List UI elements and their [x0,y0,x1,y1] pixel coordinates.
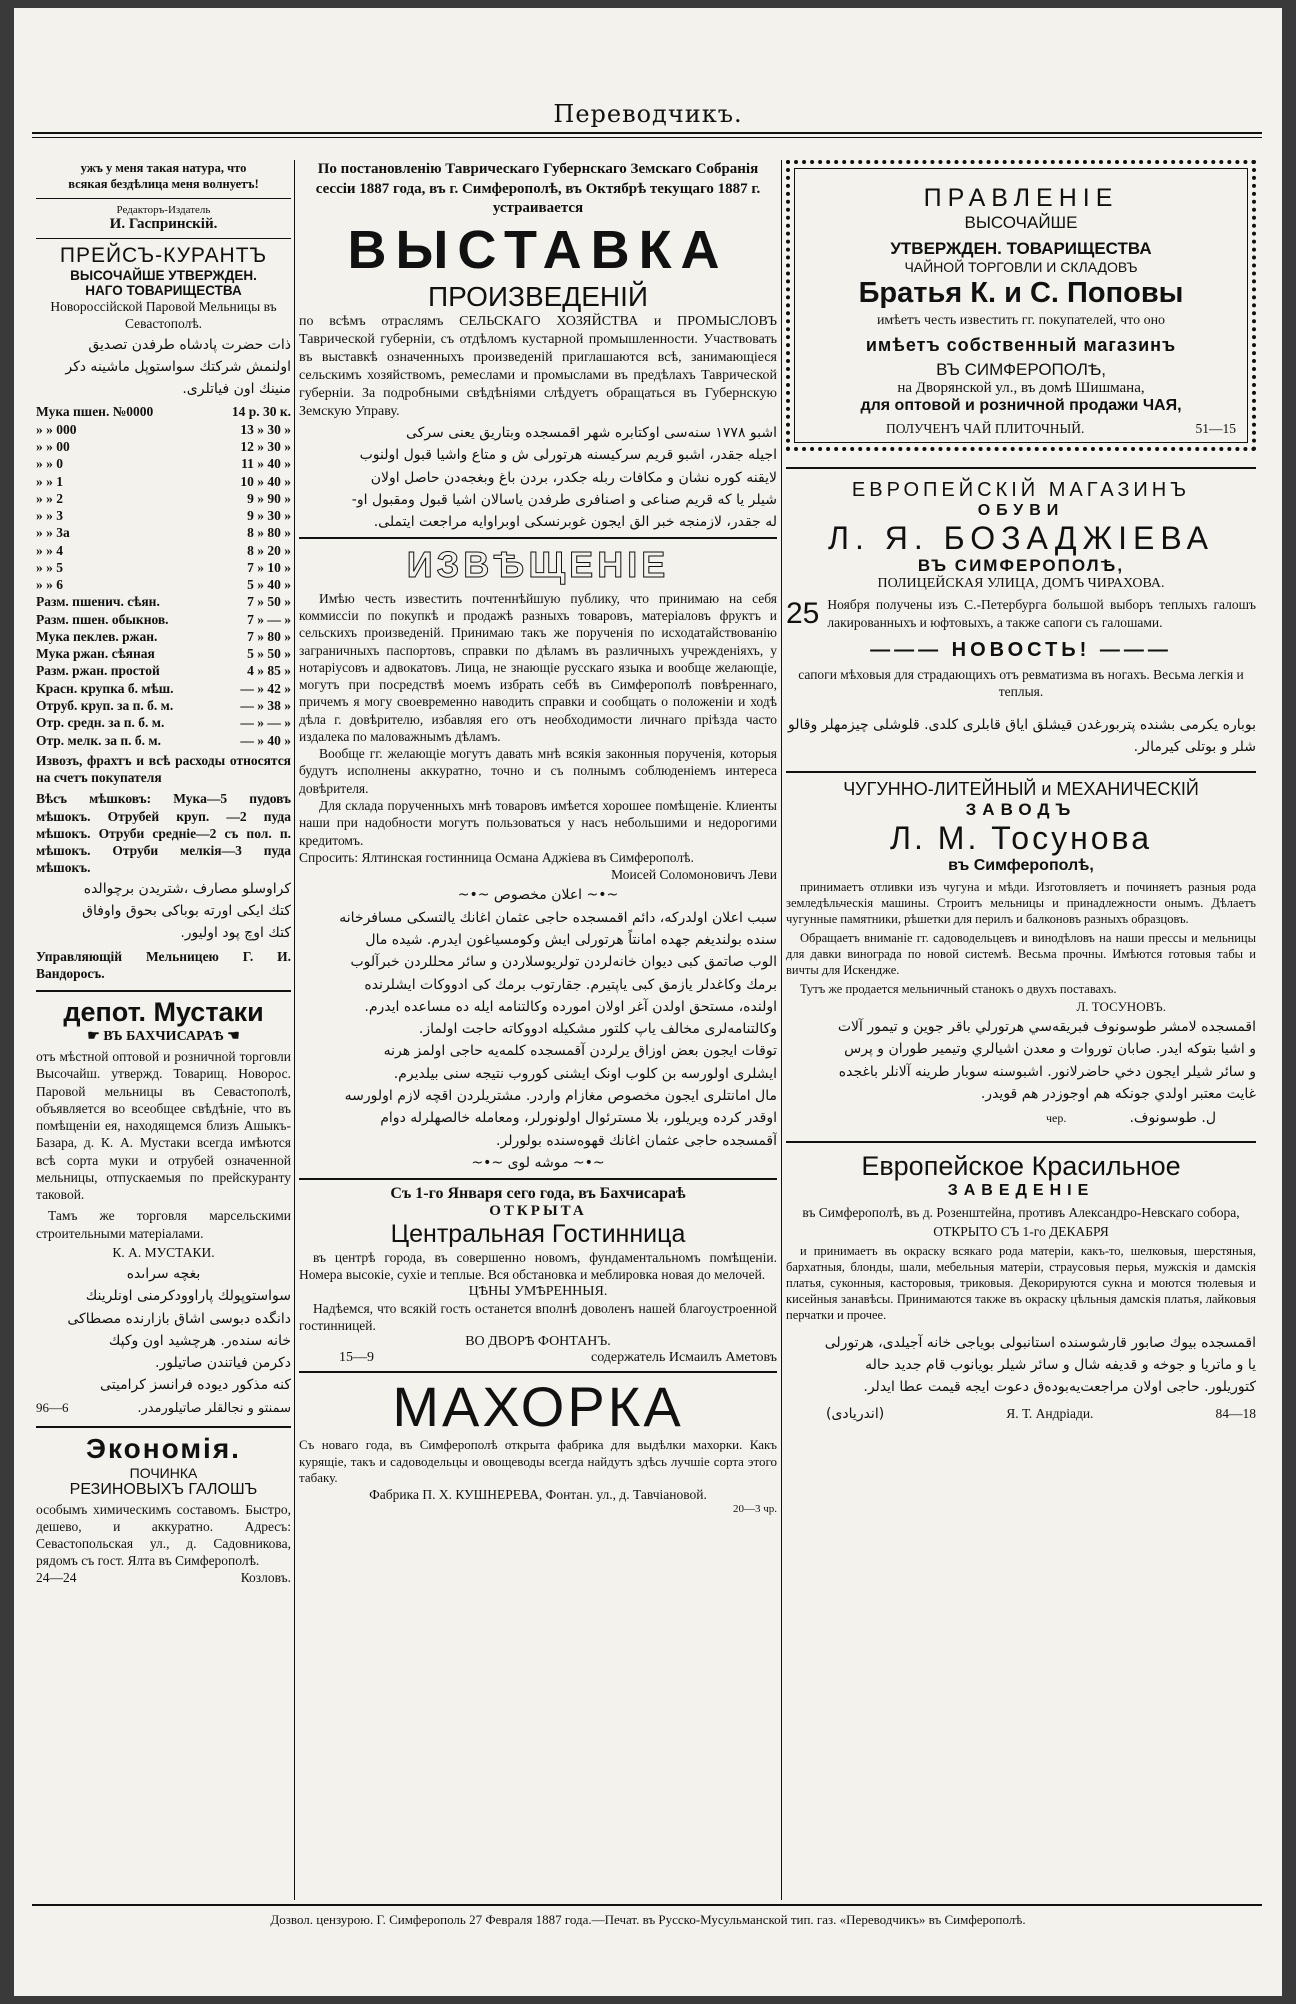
shoe-addr: ПОЛИЦЕЙСКАЯ УЛИЦА, ДОМЪ ЧИРАХОВА. [877,576,1165,592]
foundry-text: Обращаетъ вниманіе гг. садоводельцевъ и винодѣловъ на наши прессы и мельницы для давки винограда по новой системѣ. Весьма прочны. Имѣются готовыя табы и вичты для Искендже. [786,931,1256,978]
arabic-line: یا و ماتریا و جوخه و قدیفه شال و سائر شیلر بویانوب قام جدید حاله [865,1357,1256,1374]
hotel-sign: содержатель Исмаилъ Аметовъ [590,1350,777,1366]
arabic-line: و سائر شيلر ايجون دخي حاضرلانور. اشبوسنه سوبار طرينه آلانلر باغجده [838,1063,1256,1080]
arabic-line: الوب صاتمق کبی دیوان خانه‌لردن تو‌لریوسلاردن و سائر محللردن خبرآلوب [350,954,777,971]
shoe-day: 25 [786,596,820,630]
notice-text: Спросить: Ялтинская гостинница Османа Аджіева въ Симферополѣ. [299,849,694,865]
price-value: 8 » 80 » [247,525,291,541]
price-name: » » 1 [36,473,63,489]
foundry-name: Л. М. Тосунова [890,820,1152,857]
ornament-icon: ~•~ [471,1154,508,1171]
pointing-hand-icon: ☛ [87,1029,104,1045]
foundry-title: ЧУГУННО-ЛИТЕЙНЫЙ и МЕХАНИЧЕСКІЙ [843,779,1199,800]
depot-text: отъ мѣстной оптовой и розничной торговли Высочайш. утвержд. Товарищ. Новорос. Паровой мельницы въ Севастополѣ, объявляется во всеобщее свѣдѣніе, что въ помѣщеніи ея, находящемся близъ Ашыкъ-Базара, д. К. А. Мустаки всегда имѣются всѣ сорта муки и отрубей означенной мельницы, отпускаемыя по прейскуранту таковой. [36,1049,291,1203]
notice-text: Для склада порученныхъ мнѣ товаровъ имѣется хорошее помѣщеніе. Клиенты наши при надобности могутъ пользоваться у насъ небольшими и недорогими кредитомъ. [299,797,777,848]
foundry-footer [786,1106,1256,1130]
shoe-name: Л. Я. БОЗАДЖІЕВА [827,519,1214,556]
masthead: Переводчикъ. [553,100,743,128]
arabic-line: اجیله جقدر، اشبو قریم سرکیسنه هرتورلی ش و متاع واشیا قبول اولنوب [359,447,777,464]
footer-imprint: Дозвол. цензурою. Г. Симферополь 27 Февраля 1887 года.—Печат. въ Русско-Мусульманской тип. газ. «Переводчикъ» въ Симферополѣ. [270,1912,1026,1927]
divider [36,1426,291,1428]
price-name: » » 3 [36,508,63,524]
price-value: 13 » 30 » [240,421,291,437]
price-row [36,732,291,749]
ad-number: чер. [1046,1111,1067,1126]
price-value: 10 » 40 » [240,473,291,489]
arabic-line: له جقدر، لازمنجه خبر الق ایجون غوبرنسکی اوبراوایه مراجعت ایتملی. [373,514,777,531]
pointing-hand-icon: ☚ [223,1029,240,1045]
price-row [36,559,291,576]
divider [299,1371,777,1373]
price-row [36,507,291,524]
economia-footer [36,1570,291,1586]
price-row [36,714,291,731]
ad-number: 51—15 [1195,420,1236,436]
divider [299,537,777,539]
arabic-sign: (اندریادی) [826,1405,885,1422]
tea-text: имѣетъ честь известить гг. покупателей, что оно [876,312,1166,328]
price-value: 9 » 90 » [247,490,291,506]
exhibition-intro: По постановленію Таврическаго Губернскаго Земскаго Собранія сессіи 1887 года, въ г. Симферополѣ, въ Октябрѣ текущаго 1887 г. устраивается [315,161,761,216]
arabic-line: اقمسجده بیوك صابور قارشوسنده استانبولی بویاجی خانه آجیلدی، هرتورلی [824,1334,1256,1351]
price-name: Мука пеклев. ржан. [36,628,158,644]
price-value: 8 » 20 » [247,542,291,558]
arabic-line: بغچه سراىده [126,1266,201,1282]
tea-addr: на Дворянской ул., въ домѣ Шишмана, [897,379,1145,396]
depot-place: ВЪ БАХЧИСАРАѢ [103,1029,224,1045]
shoe-new-text: сапоги мѣховыя для страдающихъ отъ ревматизма въ ногахъ. Весьма легкія и теплыя. [798,667,1244,700]
price-name: Разм. пшенич. сѣян. [36,594,160,610]
exhibition-title: ВЫСТАВКА [347,219,729,280]
hotel-open: ОТКРЫТА [489,1203,587,1220]
hotel-head: Съ 1-го Января сего года, въ Бахчисараѣ [390,1185,686,1203]
arabic-line: دانگده دبوسی اشاق بازارنده مصطاکی [67,1310,291,1327]
arabic-line: وکالتنامه‌لری مخالف یاپ کلتور مشکیله ادووکاته حاجت اولماز. [418,1021,777,1038]
price-name: Разм. ржан. простой [36,663,160,679]
divider [786,1141,1256,1143]
shoe-new-label: НОВОСТЬ! [951,639,1091,662]
price-row [36,576,291,593]
price-name: Отруб. круп. за п. б. м. [36,698,174,713]
price-value: — » — » [240,715,291,731]
hotel-text: Надѣемся, что всякій гость останется вполнѣ доволенъ нашей благоустроенной гостинницей. [299,1300,777,1333]
arabic-sign [299,1153,777,1173]
arabic-line: شیلر یا که قریم صناعی و اصنافری طرفدن یاسالان اشیا قبول ومقبول او- [351,491,777,508]
terms-text: Извозъ, фрахтъ и всѣ расходы относятся на счетъ покупателя [36,752,291,786]
tea-advert-box [786,160,1256,451]
price-row [36,542,291,559]
ornament-icon: ~•~ [457,887,494,904]
price-row [36,403,291,420]
hotel-addr: ВО ДВОРѢ ФОНТАНЪ. [465,1334,611,1350]
depot-sign: К. А. МУСТАКИ. [112,1245,215,1260]
price-list-sub: ВЫСОЧАЙШЕ УТВЕРЖДЕН. [70,267,257,283]
arabic-line: سواستوپولك پاراوودکرمنی اونلرینك [85,1288,291,1305]
arabic-line: لایقنه کوره نشان و مکافات ربله جکدر، بردن باغ وبغجه‌دن حاصل اولان [370,469,777,486]
arabic-line: دکرمن فیاتندن صاتیلور. [155,1355,291,1372]
arabic-line: اشبو ۱۷۷۸ سنه‌سی اوکتابره شهر اقمسجده وبتاریق یعنی سرکی [406,424,777,441]
arabic-line: کتك ايكی اورته بوباكی بحوق واوفاق [82,902,291,919]
arabic-line: ذات حضرت پادشاه طرفدن تصدیق [88,336,291,353]
arabic-sign: ل. طوسونوف. [1129,1110,1216,1127]
arabic-heading [299,885,777,905]
price-value: 4 » 85 » [247,663,291,679]
price-name: Мука пшен. №0000 [36,404,154,420]
price-value: 5 » 40 » [247,577,291,593]
arabic-footer-row [36,1398,291,1421]
hotel-prices: ЦѢНЫ УМѢРЕННЫЯ. [468,1283,608,1299]
text-line: ужъ у меня такая натура, что [80,161,247,175]
hotel-text: въ центрѣ города, въ совершенно новомъ, фундаментальномъ помѣщеніи. Номера высокіе, сухіе и теплые. Вся обстановка и меблировка новая до мелочей. [299,1250,777,1283]
right-column [786,160,1256,1900]
tea-footer [806,421,1236,437]
price-name: » » 00 [36,439,70,455]
depot-text: Тамъ же торговля марсельскими строительными матеріалами. [36,1208,291,1241]
price-row [36,628,291,645]
price-table [36,403,291,748]
price-value: 11 » 40 » [241,456,291,472]
arabic-line: موشه لوی [507,1154,569,1171]
arabic-line: اولنمش شرکتك سواستوپل ماشینه دکر [65,358,291,375]
price-name: » » 4 [36,542,63,558]
tea-got: ПОЛУЧЕНЪ ЧАЙ ПЛИТОЧНЫЙ. [886,420,1085,436]
foundry-text: принимаетъ отливки изъ чугуна и мѣди. Изготовляетъ и починяетъ разныя рода земледѣльческія машины. Строитъ мельницы и принадлежности онымъ. Дѣлаетъ чугунные памятники, рѣшетки для перилъ и балконовъ разныхъ образцовъ. [786,880,1256,927]
ornament-icon: ~•~ [582,887,619,904]
dyeworks-word: ЗАВЕДЕНІЕ [947,1181,1095,1199]
price-value: 9 » 30 » [247,508,291,524]
divider [36,198,291,199]
price-name: Отр. мелк. за п. б. м. [36,732,161,748]
tea-sale: для оптовой и розничной продажи ЧАЯ, [860,396,1182,414]
dyeworks-title: Европейское Красильное [861,1150,1181,1181]
arabic-line: اولنده، مستحق اولدن آغر اولان امورده وکالتنامه ایله ده مساعده ایدرم. [364,998,777,1015]
ad-number: 15—9 [339,1350,374,1366]
price-row [36,421,291,438]
arabic-line: منینك اون فیاتلری. [182,381,291,398]
shoe-sub: ОБУВИ [977,501,1065,519]
arabic-line: خانه سنده‌ر. هرچشید اون وکپك [108,1332,291,1349]
price-value: 7 » 10 » [247,559,291,575]
dyeworks-addr: въ Симферополѣ, въ д. Розенштейна, противъ Александро-Невскаго собора, [802,1204,1240,1220]
divider [36,990,291,992]
price-value: 7 » 50 » [247,594,291,610]
economia-text: особымъ химическимъ составомъ. Быстро, дешево, и аккуратно. Адресъ: Севастопольская ул., д. Садовникова, рядомъ съ гост. Ялта въ Симферополѣ. [36,1501,291,1569]
shoe-new [786,639,1256,662]
price-name: » » 0 [36,456,63,472]
price-name: Красн. крупка б. мѣш. [36,680,174,696]
ad-number: 20—3 чр. [732,1502,777,1515]
ornament-icon: ——— [870,639,952,662]
shoe-title: ЕВРОПЕЙСКІЙ МАГАЗИНЪ [851,478,1191,501]
price-value: — » 38 » [240,698,291,713]
editor-name: И. Гаспринскій. [109,215,218,232]
price-name: Разм. пшен. обыкнов. [36,611,169,627]
divider [786,771,1256,773]
foundry-text: Тутъ же продается мельничный станокъ о двухъ поставахъ. [800,982,1117,997]
arabic-line: برمك وکاغدلر یازمق کبی یاپتیرم. جقارتوب برمك کی ادووکات ایشلرنده [364,976,777,993]
footer-rule [32,1904,1262,1906]
makhorka-text: Съ новаго года, въ Симферополѣ открыта фабрика для выдѣлки махорки. Какъ курящіе, такъ и садоводельцы и овощеводы всегда найдутъ здѣсь лучшіе сорта этого табаку. [299,1437,777,1486]
dyeworks-sign: Я. Т. Андріади. [1006,1405,1094,1421]
economia-sign: Козловъ. [240,1569,291,1585]
foundry-city: въ Симферополѣ, [948,857,1094,875]
tea-city: ВЪ СИМФЕРОПОЛѢ, [936,359,1106,379]
arabic-line: توقات ایجون بعض اوزاق یرلردن آقمسجده کلمه‌یه حاجی اولمز هرنه [383,1043,777,1060]
price-name: » » 2 [36,490,63,506]
middle-column [299,160,777,1900]
hotel-title: Центральная Гостинница [390,1220,686,1249]
price-row [36,490,291,507]
makhorka-title: МАХОРКА [392,1375,684,1439]
price-row [36,680,291,697]
tea-utverzhd: УТВЕРЖДЕН. ТОВАРИЩЕСТВА [890,239,1152,258]
price-row [36,438,291,455]
foundry-sign: Л. ТОСУНОВЪ. [1076,999,1166,1015]
arabic-line: و اشيا بتوکه ايدر. صابان توروات و معدن اشيالري وتيمير طوران و پرس [844,1041,1256,1058]
arabic-line: مال امانتلری ایجون مخصوص مغازام واردر. مشتريلردن اقچه لازم اولورسه [344,1087,777,1104]
hotel-footer [299,1350,777,1366]
price-name: » » 5 [36,559,63,575]
notice-text: Имѣю честь известить почтеннѣйшую публику, что принимаю на себя коммиссіи по покупкѣ и продажѣ разныхъ товаровъ, матеріаловъ фруктъ и сельскихъ произведеній. Принимаю такъ же порученія по исходатайствованію заграничныхъ паспортовъ, справки по дѣламъ въ различныхъ учрежденіяхъ, у нотаріусовъ и адвокатовъ. Лица, не знающіе русскаго языка и вообще желающіе, могутъ при посредствѣ моемъ избрать себѣ въ Симферополѣ повѣреннаго, причемъ я могу своевременно наводить справки и сообщать о положеніи и ходѣ дѣла г. довѣрителю, избавляя его отъ необходимости личнаго пріѣзда часто издалека по маловажнымъ дѣламъ. [299,590,777,744]
dyeworks-open: ОТКРЫТО СЪ 1-го ДЕКАБРЯ [933,1223,1109,1239]
arabic-line: بوباره یکرمی بشنده پتربورغدن قیشلق ایاق قابلری کلدی. قلوشلی چیزمهلر وقالو [788,716,1256,733]
price-value: 14 р. 30 к. [231,404,291,420]
price-value: 5 » 50 » [247,646,291,662]
header-rule-thin [32,137,1262,138]
makhorka-factory: Фабрика П. Х. КУШНЕРЕВА, Фонтан. ул., д. Тавчіановой. [369,1486,707,1502]
price-list-title: ПРЕЙСЪ-КУРАНТЪ [59,243,268,267]
dyeworks-text: и принимаетъ въ окраску всякаго рода матеріи, какъ-то, шелковыя, шерстяныя, бархатныя, блонды, шали, мебельныя матеріи, страусовыя перья, мужскія и дамскія платья, суконныя, касторовыя, триковыя. Декорируются сукна и моются тюлевыя и кисейныя занавѣсы. Принимаются также въ окраску цѣльныя дамскія платья, лайковыя перчатки и прочее. [786,1243,1256,1322]
arabic-line: كراوسلو مصارف ،شتریدن برچوالده [83,880,291,897]
tea-chain: ЧАЙНОЙ ТОРГОВЛИ И СКЛАДОВЪ [904,259,1138,275]
shoe-city: ВЪ СИМФЕРОПОЛѢ, [917,556,1125,576]
economia-sub: ПОЧИНКА [129,1464,198,1481]
ornament-icon: ~•~ [568,1154,605,1171]
price-row [36,611,291,628]
depot-place-line [36,1028,291,1045]
header-rule [32,132,1262,134]
manager-sign: Управляющій Мельницею Г. И. Вандоросъ. [36,948,291,981]
divider [786,467,1256,469]
shoe-news-row [786,596,1256,631]
foundry-word: ЗАВОДЪ [965,800,1077,820]
left-column [36,160,291,1900]
tea-shop: имѣетъ собственный магазинъ [865,334,1177,355]
dyeworks-footer [786,1404,1256,1424]
price-value: 7 » 80 » [247,628,291,644]
price-row [36,662,291,679]
tea-company: Братья К. и С. Поповы [858,277,1184,309]
depot-title: депот. Мустаки [63,997,264,1028]
price-value: — » 42 » [240,680,291,696]
ad-number: 24—24 [36,1569,77,1585]
arabic-line: کتك اوچ پود اولیور. [180,925,291,942]
price-name: » » 000 [36,421,77,437]
arabic-line: شلر و بوتلی کیرمالر. [1133,738,1256,755]
notice-sign: Моисей Соломоновичъ Леви [611,867,777,883]
arabic-line: کنه مذکور دیوده فرانسز کراميتی [100,1377,291,1394]
ornament-icon: ——— [1090,639,1172,662]
economia-title: Экономія. [86,1432,241,1464]
arabic-line: اعلان مخصوص [493,887,583,904]
price-row [36,645,291,662]
notice-title: ИЗВѢЩЕНІЕ [406,544,670,586]
exhibition-subtitle: ПРОИЗВЕДЕНІЙ [427,280,649,312]
weights-text: Вѣсъ мѣшковъ: Мука—5 пудовъ мѣшокъ. Отрубей круп. —2 пуда мѣшокъ. Отруби средніе—2 съ пол. п. мѣшокъ. Отруби мелкія—3 пуда мѣшокъ. [36,791,291,876]
price-name: Отр. средн. за п. б. м. [36,715,165,731]
price-value: — » 40 » [240,732,291,748]
price-name: » » 6 [36,577,63,593]
price-name: » » 3а [36,525,70,541]
column-divider [781,160,782,1900]
editor-role: Редакторъ-Издатель [116,203,211,216]
arabic-line: سنده بولنديغم جهده امانتاً هرتورلی ایش وکومسیاغون ايدرم. شیده مال [365,931,777,948]
price-list-sub: Новороссійской Паровой Мельницы въ Севастополѣ. [50,298,277,332]
price-value: 7 » — » [247,611,291,627]
price-list-sub: НАГО ТОВАРИЩЕСТВА [85,282,242,298]
text-line: всякая бездѣлица меня волнуетъ! [68,177,259,192]
divider [299,1178,777,1180]
price-name: Мука ржан. сѣяная [36,646,155,662]
price-row [36,455,291,472]
price-row [36,524,291,541]
arabic-line: غايت معتبر اولدي جونكه هم اوجوزدر هم قويدر. [980,1086,1256,1103]
column-divider [294,160,295,1900]
ad-number: 84—18 [1215,1405,1256,1421]
economia-sub: РЕЗИНОВЫХЪ ГАЛОШЪ [69,1480,258,1498]
arabic-line: سمنتو و نجالقلر صاتیلورمدر. [137,1400,291,1416]
newspaper-page [14,8,1282,1996]
arabic-line: آقمسجده حاجی عثمان اغانك قهوه‌سنده بولورلر. [496,1132,777,1149]
tea-vysochaishe: ВЫСОЧАЙШЕ [964,213,1078,232]
exhibition-text: по всѣмъ отраслямъ СЕЛЬСКАГО ХОЗЯЙСТВА и ПРОМЫСЛОВЪ Таврической губерніи, съ отдѣломъ кустарной промышленности. Участвовать въ выставкѣ означенныхъ произведеній приглашаются всѣ, занимающіеся сельскимъ хозяйствомъ, ремеслами и промыслами въ предѣлахъ Таврической губерніи. За подробными свѣдѣніями слѣдуетъ обращаться въ Губернскую Земскую Управу. [299,314,777,420]
tea-pravlenie: ПРАВЛЕНІЕ [923,184,1119,212]
ad-number: 96—6 [36,1399,69,1415]
shoe-text: Ноября получены изъ С.-Петербурга большой выборъ теплыхъ галошъ лакированныхъ и юфтовыхъ, а также сапоги съ галошами. [827,597,1256,630]
price-row [36,473,291,490]
arabic-line: سبب اعلان اولدرکه، دائم اقمسجده حاجی عثمان اغانك یالتسکی مسافرخانه [339,909,777,926]
arabic-line: ایشلری اولورسه بن کلوب اونک ایشنی کوروب نتیجه سنی بیلدیرم. [393,1065,777,1082]
notice-text: Вообще гг. желающіе могутъ давать мнѣ всякія законныя порученія, которыя будутъ исполнены аккуратно, точно и съ полнымъ соблюденіемъ интереса довѣрителя. [299,746,777,796]
arabic-line: اقمسجده لامشر طوسونوف فبريقه‌سي هرتورلي باقر جوين و تيمور آلات [837,1019,1256,1036]
divider [36,238,291,239]
arabic-line: کتوریلور. حاجی اولان مراجعت‌یه‌بوده‌ق دعوت ایجه قیمت عطا ایدلر. [863,1379,1256,1396]
price-row [36,593,291,610]
price-value: 12 » 30 » [240,439,291,455]
price-row [36,697,291,714]
arabic-line: اوقدر کرده ویریلور، بلا مسترئوال اولونورلر، ومعامله خالصهلرله دوام [380,1110,777,1127]
